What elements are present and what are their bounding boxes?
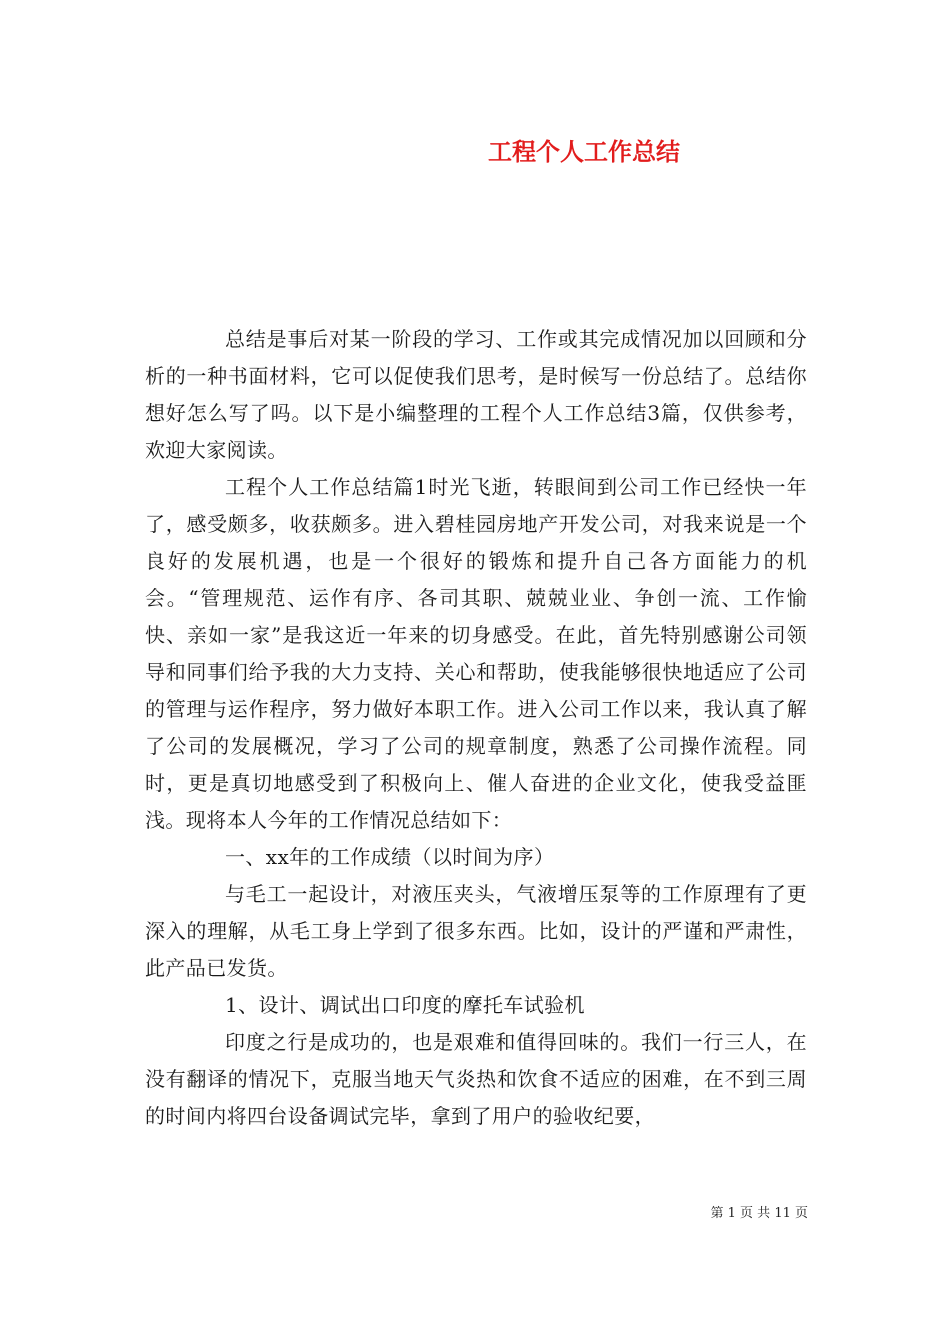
document-title: 工程个人工作总结 [488,137,680,166]
page-footer: 第 1 页 共 11 页 [710,1206,808,1221]
paragraph-part1: 工程个人工作总结篇1时光飞逝，转眼间到公司工作已经快一年了，感受颇多，收获颇多。进入碧桂园房地产开发公司，对我来说是一个良好的发展机遇，也是一个很好的锻炼和提升自己各方面能力的机会。“管理规范、运作有序、各司其职、兢兢业业、争创一流、工作愉快、亲如一家”是我这近一年来的切身感受。在此，首先特别感谢公司领导和同事们给予我的大力支持、关心和帮助，使我能够很快地适应了公司的管理与运作程序，努力做好本职工作。进入公司工作以来，我认真了解了公司的发展概况，学习了公司的规章制度，熟悉了公司操作流程。同时，更是真切地感受到了积极向上、催人奋进的企业文化，使我受益匪浅。现将本人今年的工作情况总结如下： [145,475,807,832]
document-body [145,321,807,1135]
paragraph-india: 印度之行是成功的，也是艰难和值得回味的。我们一行三人，在没有翻译的情况下，克服当地天气炎热和饮食不适应的困难，在不到三周的时间内将四台设备调试完毕，拿到了用户的验收纪要， [145,1030,807,1128]
section-heading: 一、xx年的工作成绩（以时间为序） [225,845,555,869]
item-heading-1: 1、设计、调试出口印度的摩托车试验机 [225,993,585,1017]
paragraph-intro: 总结是事后对某一阶段的学习、工作或其完成情况加以回顾和分析的一种书面材料，它可以促使我们思考，是时候写一份总结了。总结你想好怎么写了吗。以下是小编整理的工程个人工作总结3篇，仅供参考，欢迎大家阅读。 [145,327,807,462]
paragraph-design: 与毛工一起设计，对液压夹头，气液增压泵等的工作原理有了更深入的理解，从毛工身上学到了很多东西。比如，设计的严谨和严肃性，此产品已发货。 [145,882,807,980]
